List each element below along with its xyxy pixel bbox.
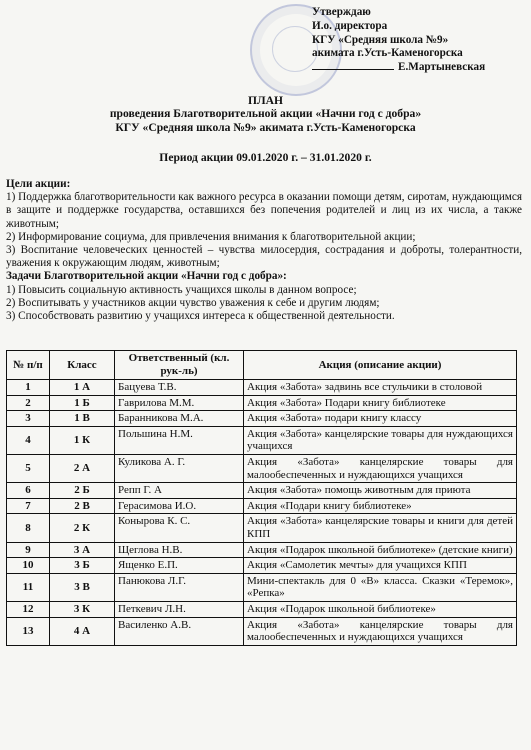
goal-item: 1) Поддержка благотворительности как важного ресурса в оказании помощи детям, сиротам, нуждающимся в защите и поддержке государства, оставшихся без попечения родителей и лиц из их числа, а также животным; [6,191,522,230]
goals-section [6,178,522,323]
goals-heading: Цели акции: [6,178,71,190]
row-responsible: Польшина Н.М. [115,426,244,454]
table-row [7,498,517,514]
row-action: Акция «Подарок школьной библиотеке» [244,601,517,617]
row-action: Акция «Забота» канцелярские товары и книги для детей КПП [244,514,517,542]
row-responsible: Петкевич Л.Н. [115,601,244,617]
table-row [7,411,517,427]
signature-line [312,69,394,70]
row-responsible: Ященко Е.П. [115,558,244,574]
row-class: 3 Б [50,558,115,574]
table-row [7,426,517,454]
row-number: 4 [7,426,50,454]
row-responsible: Репп Г. А [115,483,244,499]
approval-line: КГУ «Средняя школа №9» [312,33,449,46]
approval-line: Утверждаю [312,6,371,18]
row-class: 2 Б [50,483,115,499]
row-action: Акция «Забота» канцелярские товары для малообеспеченных и нуждающихся учащихся [244,617,517,645]
table-row [7,454,517,482]
row-action: Акция «Забота» задвинь все стульчики в столовой [244,380,517,396]
row-responsible: Баранникова М.А. [115,411,244,427]
table-row [7,601,517,617]
approval-signer: Е.Мартыневская [398,61,486,74]
row-responsible: Куликова А. Г. [115,454,244,482]
row-number: 10 [7,558,50,574]
row-action: Акция «Забота» помощь животным для приюта [244,483,517,499]
table-row [7,395,517,411]
action-period: Период акции 09.01.2020 г. – 31.01.2020 г. [159,151,372,164]
table-row [7,483,517,499]
row-number: 6 [7,483,50,499]
row-responsible: Гаврилова М.М. [115,395,244,411]
row-responsible: Герасимова И.О. [115,498,244,514]
row-number: 2 [7,395,50,411]
row-number: 13 [7,617,50,645]
row-action: Акция «Подарок школьной библиотеке» (детские книги) [244,542,517,558]
row-number: 5 [7,454,50,482]
row-class: 2 К [50,514,115,542]
row-class: 3 А [50,542,115,558]
row-action: Акция «Забота» канцелярские товары для нуждающихся учащихся [244,426,517,454]
row-action: Акция «Подари книгу библиотеке» [244,498,517,514]
task-item: 2) Воспитывать у участников акции чувство уважения к себе и другим людям; [6,296,380,309]
row-class: 3 В [50,573,115,601]
header-responsible: Ответственный (кл. рук-ль) [115,351,244,380]
goal-item: 3) Воспитание человеческих ценностей – чувства милосердия, сострадания и доброты, толерантности, уважения к окружающим людям, животным; [6,244,522,270]
row-class: 3 К [50,601,115,617]
table-row [7,617,517,645]
row-action: Акция «Забота» канцелярские товары для малообеспеченных и нуждающихся учащихся [244,454,517,482]
row-action: Акция «Забота» Подари книгу библиотеке [244,395,517,411]
table-row [7,558,517,574]
row-class: 2 В [50,498,115,514]
plan-title [0,94,531,134]
row-number: 11 [7,573,50,601]
row-responsible: Панюкова Л.Г. [115,573,244,601]
row-number: 3 [7,411,50,427]
row-class: 1 А [50,380,115,396]
table-row [7,542,517,558]
header-action: Акция (описание акции) [244,351,517,380]
table-header-row [7,351,517,380]
table-row [7,573,517,601]
row-class: 4 А [50,617,115,645]
row-responsible: Щеглова Н.В. [115,542,244,558]
row-number: 8 [7,514,50,542]
title-word: ПЛАН [247,94,284,107]
row-action: Акция «Забота» подари книгу классу [244,411,517,427]
row-responsible: Бацуева Т.В. [115,380,244,396]
row-class: 1 К [50,426,115,454]
row-responsible: Конырова К. С. [115,514,244,542]
title-line: проведения Благотворительной акции «Начни год с добра» [109,107,422,121]
row-number: 1 [7,380,50,396]
row-action: Мини-спектакль для 0 «В» класса. Сказки «Теремок», «Репка» [244,573,517,601]
row-class: 1 Б [50,395,115,411]
row-number: 12 [7,601,50,617]
table-row [7,514,517,542]
approval-line: акимата г.Усть-Каменогорска [312,47,463,60]
goal-item: 2) Информирование социума, для привлечения внимания к благотворительной акции; [6,230,416,243]
row-responsible: Василенко А.В. [115,617,244,645]
approval-block [312,6,527,75]
approval-signature-row [312,61,527,75]
title-line: КГУ «Средняя школа №9» акимата г.Усть-Каменогорска [115,120,416,134]
task-item: 1) Повысить социальную активность учащихся школы в данном вопросе; [6,283,357,296]
row-class: 1 В [50,411,115,427]
table-row [7,380,517,396]
approval-line: И.о. директора [312,19,388,32]
row-number: 7 [7,498,50,514]
row-number: 9 [7,542,50,558]
header-number: № п/п [7,351,50,380]
row-class: 2 А [50,454,115,482]
row-action: Акция «Самолетик мечты» для учащихся КПП [244,558,517,574]
table-body [7,380,517,646]
task-item: 3) Способствовать развитию у учащихся интереса к общественной деятельности. [6,310,395,323]
header-class: Класс [50,351,115,380]
tasks-heading: Задачи Благотворительной акции «Начни год с добра»: [6,270,287,283]
plan-table [6,350,517,646]
